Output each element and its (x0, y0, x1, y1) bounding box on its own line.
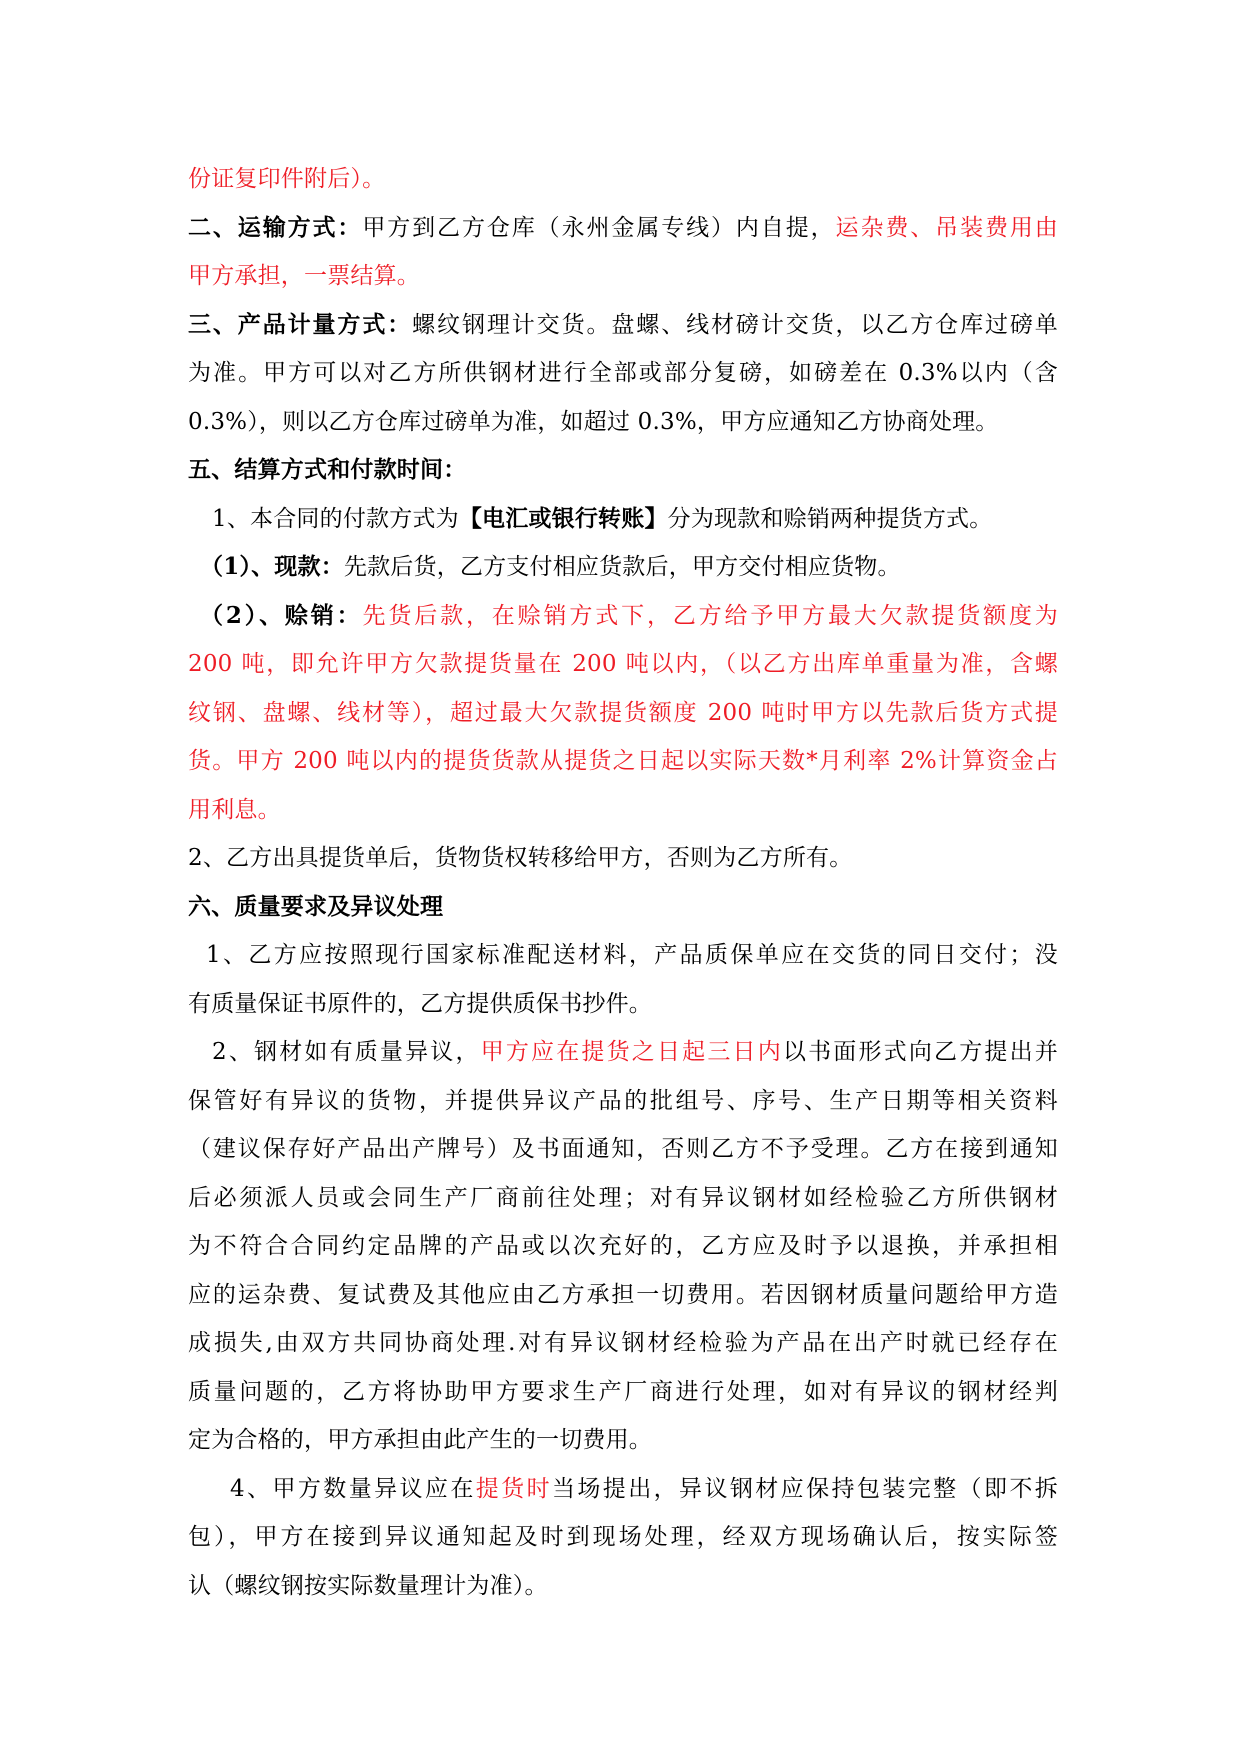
body-text: 当场提出，异议钢材应保持包装完整（即不拆 (551, 1475, 1058, 1502)
payment-method-line (188, 495, 1058, 544)
body-text: 1、本合同的付款方式为 (212, 505, 459, 532)
body-text: 1、乙方应按照现行国家标准配送材料，产品质保单应在交货的同日交付；没 (206, 942, 1058, 968)
paragraph-line (188, 1319, 1058, 1368)
paragraph-line (188, 1513, 1058, 1562)
body-text: 螺纹钢理计交货。盘螺、线材磅计交货，以乙方仓库过磅单 (412, 311, 1058, 338)
paragraph-line (188, 737, 1058, 786)
highlight-text: 运杂费、吊装费用由 (835, 214, 1058, 241)
credit-payment-line (188, 592, 1058, 641)
body-text: 定为合格的，甲方承担由此产生的一切费用。 (188, 1427, 652, 1453)
paragraph-line (188, 155, 1058, 204)
body-text: 分为现款和赊销两种提货方式。 (667, 505, 993, 532)
section-heading: 六、质量要求及异议处理 (188, 892, 444, 920)
paragraph-line (188, 1125, 1058, 1174)
highlight-text: 份证复印件附后）。 (188, 166, 386, 192)
body-text: 质量问题的，乙方将协助甲方要求生产厂商进行处理，如对有异议的钢材经判 (188, 1378, 1058, 1405)
transport-line (188, 204, 1058, 253)
paragraph-line (188, 931, 1058, 980)
highlight-text: 甲方承担，一票结算。 (188, 263, 420, 289)
body-text: 4、甲方数量异议应在 (230, 1475, 476, 1502)
body-text: 有质量保证书原件的，乙方提供质保书抄件。 (188, 990, 652, 1017)
paragraph-line (188, 1077, 1058, 1126)
quantity-objection-line (188, 1465, 1058, 1514)
highlight-text: 货。甲方 200 吨以内的提货货款从提货之日起以实际天数*月利率 2%计算资金占 (188, 748, 1058, 774)
quality-heading-line (188, 883, 1058, 932)
bold-text: 【电汇或银行转账】 (458, 504, 668, 532)
highlight-text: 提货时 (475, 1475, 552, 1502)
body-text: 为准。甲方可以对乙方所供钢材进行全部或部分复磅，如磅差在 0.3%以内（含 (188, 360, 1058, 386)
body-text: 认（螺纹钢按实际数量理计为准）。 (188, 1572, 548, 1599)
highlight-text: 200 吨，即允许甲方欠款提货量在 200 吨以内，（以乙方出库单重量为准，含螺 (188, 651, 1058, 677)
paragraph-line (188, 1222, 1058, 1271)
body-text: 应的运杂费、复试费及其他应由乙方承担一切费用。若因钢材质量问题给甲方造 (188, 1281, 1058, 1308)
subsection-heading: （1）、现款： (200, 553, 344, 580)
paragraph-line (188, 398, 1058, 447)
body-text: 包），甲方在接到异议通知起及时到现场处理，经双方现场确认后，按实际签 (188, 1524, 1058, 1550)
paragraph-line (188, 834, 1058, 883)
body-text: 后必须派人员或会同生产厂商前往处理；对有异议钢材如经检验乙方所供钢材 (188, 1184, 1058, 1211)
body-text: 成损失,由双方共同协商处理.对有异议钢材经检验为产品在出产时就已经存在 (188, 1330, 1058, 1356)
highlight-text: 纹钢、盘螺、线材等），超过最大欠款提货额度 200 吨时甲方以先款后货方式提 (188, 699, 1058, 726)
section-heading: 五、结算方式和付款时间： (188, 456, 467, 483)
measurement-line (188, 301, 1058, 350)
paragraph-line (188, 689, 1058, 738)
paragraph-line (188, 786, 1058, 835)
paragraph-line (188, 1174, 1058, 1223)
contract-page (188, 155, 1058, 1610)
highlight-text: 甲方应在提货之日起三日内 (480, 1039, 783, 1065)
body-text: （建议保存好产品出产牌号）及书面通知，否则乙方不予受理。乙方在接到通知 (188, 1136, 1058, 1162)
body-text: 2、乙方出具提货单后，货物货权转移给甲方，否则为乙方所有。 (188, 845, 853, 871)
paragraph-line (188, 640, 1058, 689)
body-text: 0.3%），则以乙方仓库过磅单为准，如超过 0.3%，甲方应通知乙方协商处理。 (188, 408, 999, 435)
section-heading: 二、运输方式： (188, 213, 363, 241)
paragraph-line (188, 980, 1058, 1029)
subsection-heading: （2）、赊销： (200, 601, 363, 629)
body-text: 2、钢材如有质量异议， (212, 1039, 481, 1065)
cash-payment-line (188, 543, 1058, 592)
section-heading: 三、产品计量方式： (188, 310, 413, 338)
paragraph-line (188, 349, 1058, 398)
quality-objection-line (188, 1028, 1058, 1077)
paragraph-line (188, 1271, 1058, 1320)
paragraph-line (188, 1416, 1058, 1465)
paragraph-line (188, 1368, 1058, 1417)
paragraph-line (188, 252, 1058, 301)
settlement-heading-line (188, 446, 1058, 495)
body-text: 先款后货，乙方支付相应货款后，甲方交付相应货物。 (343, 554, 901, 580)
paragraph-line (188, 1562, 1058, 1611)
highlight-text: 先货后款，在赊销方式下，乙方给予甲方最大欠款提货额度为 (362, 602, 1059, 629)
body-text: 甲方到乙方仓库（永州金属专线）内自提， (362, 214, 836, 241)
highlight-text: 用利息。 (188, 796, 281, 823)
body-text: 保管好有异议的货物，并提供异议产品的批组号、序号、生产日期等相关资料 (188, 1087, 1058, 1114)
body-text: 以书面形式向乙方提出并 (782, 1039, 1059, 1065)
body-text: 为不符合合同约定品牌的产品或以次充好的，乙方应及时予以退换，并承担相 (188, 1233, 1058, 1259)
